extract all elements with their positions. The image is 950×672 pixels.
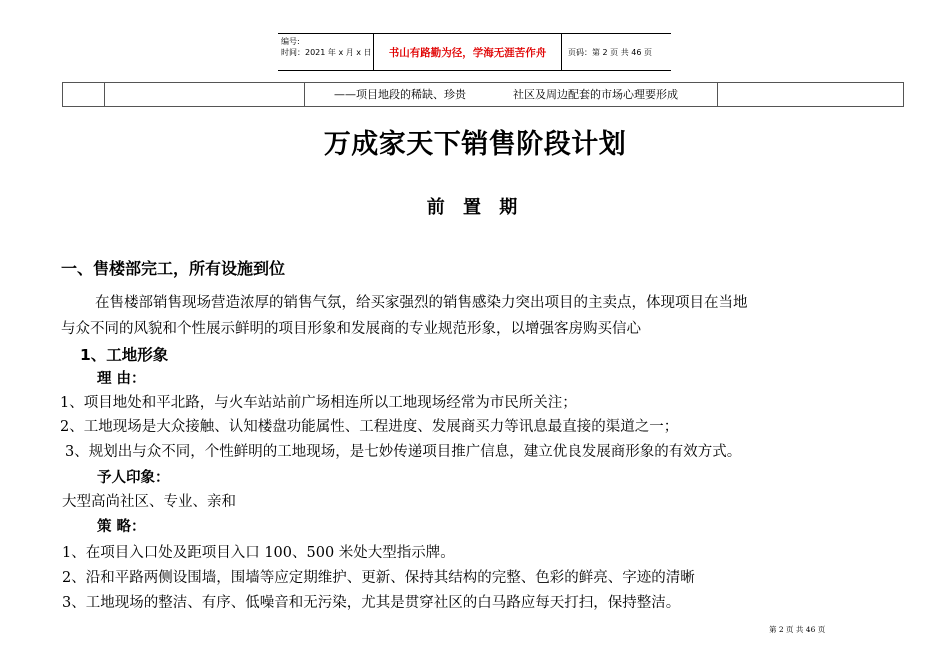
table-divider [717,83,718,106]
table-cell-scarcity: ——项目地段的稀缺、珍贵 [334,88,466,101]
reason-item: 3、规划出与众不同，个性鲜明的工地现场，是七妙传递项目推广信息，建立优良发展商形象的有效方式。 [65,444,742,460]
header-page-label: 页码：第 2 页 共 46 页 [568,47,652,57]
reason-label: 理 由： [97,371,146,387]
reason-item: 2、工地现场是大众接触、认知楼盘功能属性、工程进度、发展商买力等讯息最直接的渠道之一； [60,419,679,435]
strategy-item: 1、在项目入口处及距项目入口 100、500 米处大型指示牌。 [62,545,455,561]
page-footer: 第 2 页 共 46 页 [769,625,826,634]
header-time-label: 时间：2021 年 x 月 x 日 [281,48,372,57]
table-cell-market: 社区及周边配套的市场心理要形成 [513,88,678,101]
table-divider [104,83,105,106]
impression-text: 大型高尚社区、专业、亲和 [62,494,236,510]
impression-label: 予人印象： [97,470,170,486]
intro-line-2: 与众不同的风貌和个性展示鲜明的项目形象和发展商的专业规范形象，以增强客房购买信心 [61,321,641,337]
strategy-item: 2、沿和平路两侧设围墙，围墙等应定期维护、更新、保持其结构的完整、色彩的鲜亮、字迹的清晰 [62,570,695,586]
page-title: 万成家天下销售阶段计划 [323,129,627,160]
intro-line-1: 在售楼部销售现场营造浓厚的销售气氛，给买家强烈的销售感染力突出项目的主卖点，体现项目在当地 [95,295,748,311]
header-number-label: 编号: [281,37,300,46]
section-subtitle: 前 置 期 [426,197,524,218]
page-header [278,33,671,71]
table-divider [304,83,305,106]
content-table-row [62,82,904,107]
header-meta-cell [278,34,374,70]
header-motto: 书山有路勤为径，学海无涯苦作舟 [374,34,562,70]
strategy-item: 3、工地现场的整洁、有序、低噪音和无污染，尤其是贯穿社区的白马路应每天打扫，保持整洁。 [62,595,681,611]
strategy-label: 策 略： [97,519,146,535]
section-heading: 一、售楼部完工，所有设施到位 [61,259,286,278]
reason-item: 1、项目地处和平北路，与火车站站前广场相连所以工地现场经常为市民所关注； [60,395,577,411]
subsection-heading: 1、工地形象 [80,346,169,364]
